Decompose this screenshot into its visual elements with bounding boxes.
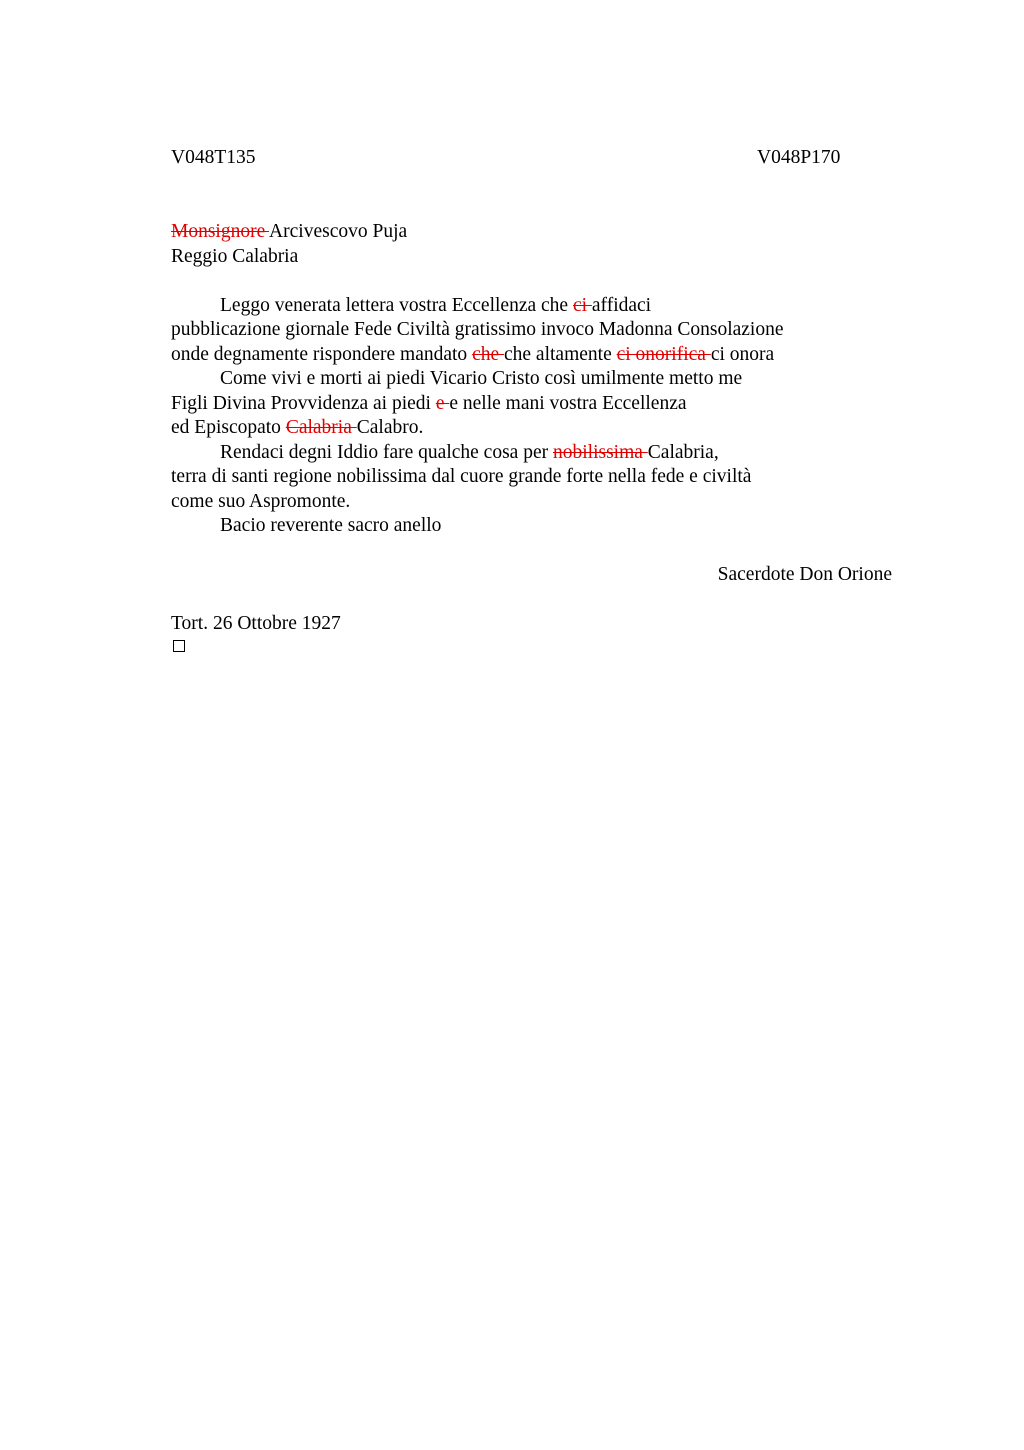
deleted-word: ci	[572, 294, 592, 316]
square-outline-icon	[173, 640, 185, 652]
letter-date: Tort. 26 Ottobre 1927	[171, 613, 341, 634]
paragraph-1-line-2: pubblicazione giornale Fede Civiltà gratissimo invoco Madonna Consolazione	[171, 319, 784, 340]
text-span: Leggo venerata lettera vostra Eccellenza che	[220, 294, 573, 316]
paragraph-2-line-1: Come vivi e morti ai piedi Vicario Cristo così umilmente metto me	[220, 368, 743, 389]
deleted-word: nobilissima	[552, 441, 648, 463]
text-span: Rendaci degni Iddio fare qualche cosa per	[220, 441, 553, 463]
deleted-word: ci onorifica	[616, 343, 711, 365]
spacer	[171, 269, 911, 294]
address-line-2: Reggio Calabria	[171, 245, 299, 267]
deleted-word: che	[472, 343, 504, 365]
paragraph-3-line-2: terra di santi regione nobilissima dal cuore grande forte nella fede e civiltà	[171, 466, 752, 487]
paragraph-3-line-3: come suo Aspromonte.	[171, 490, 351, 512]
address-recipient: Arcivescovo Puja	[269, 221, 408, 242]
address-line-1	[171, 220, 911, 245]
text-span: onde degnamente rispondere mandato	[171, 343, 473, 365]
deleted-word: Calabria	[285, 417, 357, 438]
signature: Sacerdote Don Orione	[717, 564, 892, 585]
document-code-left: V048T135	[171, 147, 256, 168]
deleted-word: Monsignore	[171, 221, 270, 242]
paragraph-1-line-1	[171, 294, 911, 319]
document-code-right: V048P170	[757, 147, 841, 168]
text-span: Calabro.	[356, 417, 424, 438]
text-span: che altamente	[504, 343, 617, 365]
text-span: ci onora	[710, 343, 775, 365]
text-span: ed Episcopato	[171, 417, 286, 438]
deleted-word: e	[435, 392, 450, 414]
paragraph-3-line-1	[171, 441, 911, 466]
paragraph-4-line-1: Bacio reverente sacro anello	[220, 515, 442, 536]
text-span: affidaci	[591, 294, 652, 316]
text-span: Calabria,	[647, 441, 719, 463]
letter-body	[171, 220, 911, 539]
paragraph-2-line-3	[171, 416, 911, 441]
paragraph-2-line-2	[171, 392, 911, 417]
paragraph-1-line-3	[171, 343, 911, 368]
text-span: Figli Divina Provvidenza ai piedi	[171, 392, 436, 414]
text-span: e nelle mani vostra Eccellenza	[449, 392, 687, 414]
